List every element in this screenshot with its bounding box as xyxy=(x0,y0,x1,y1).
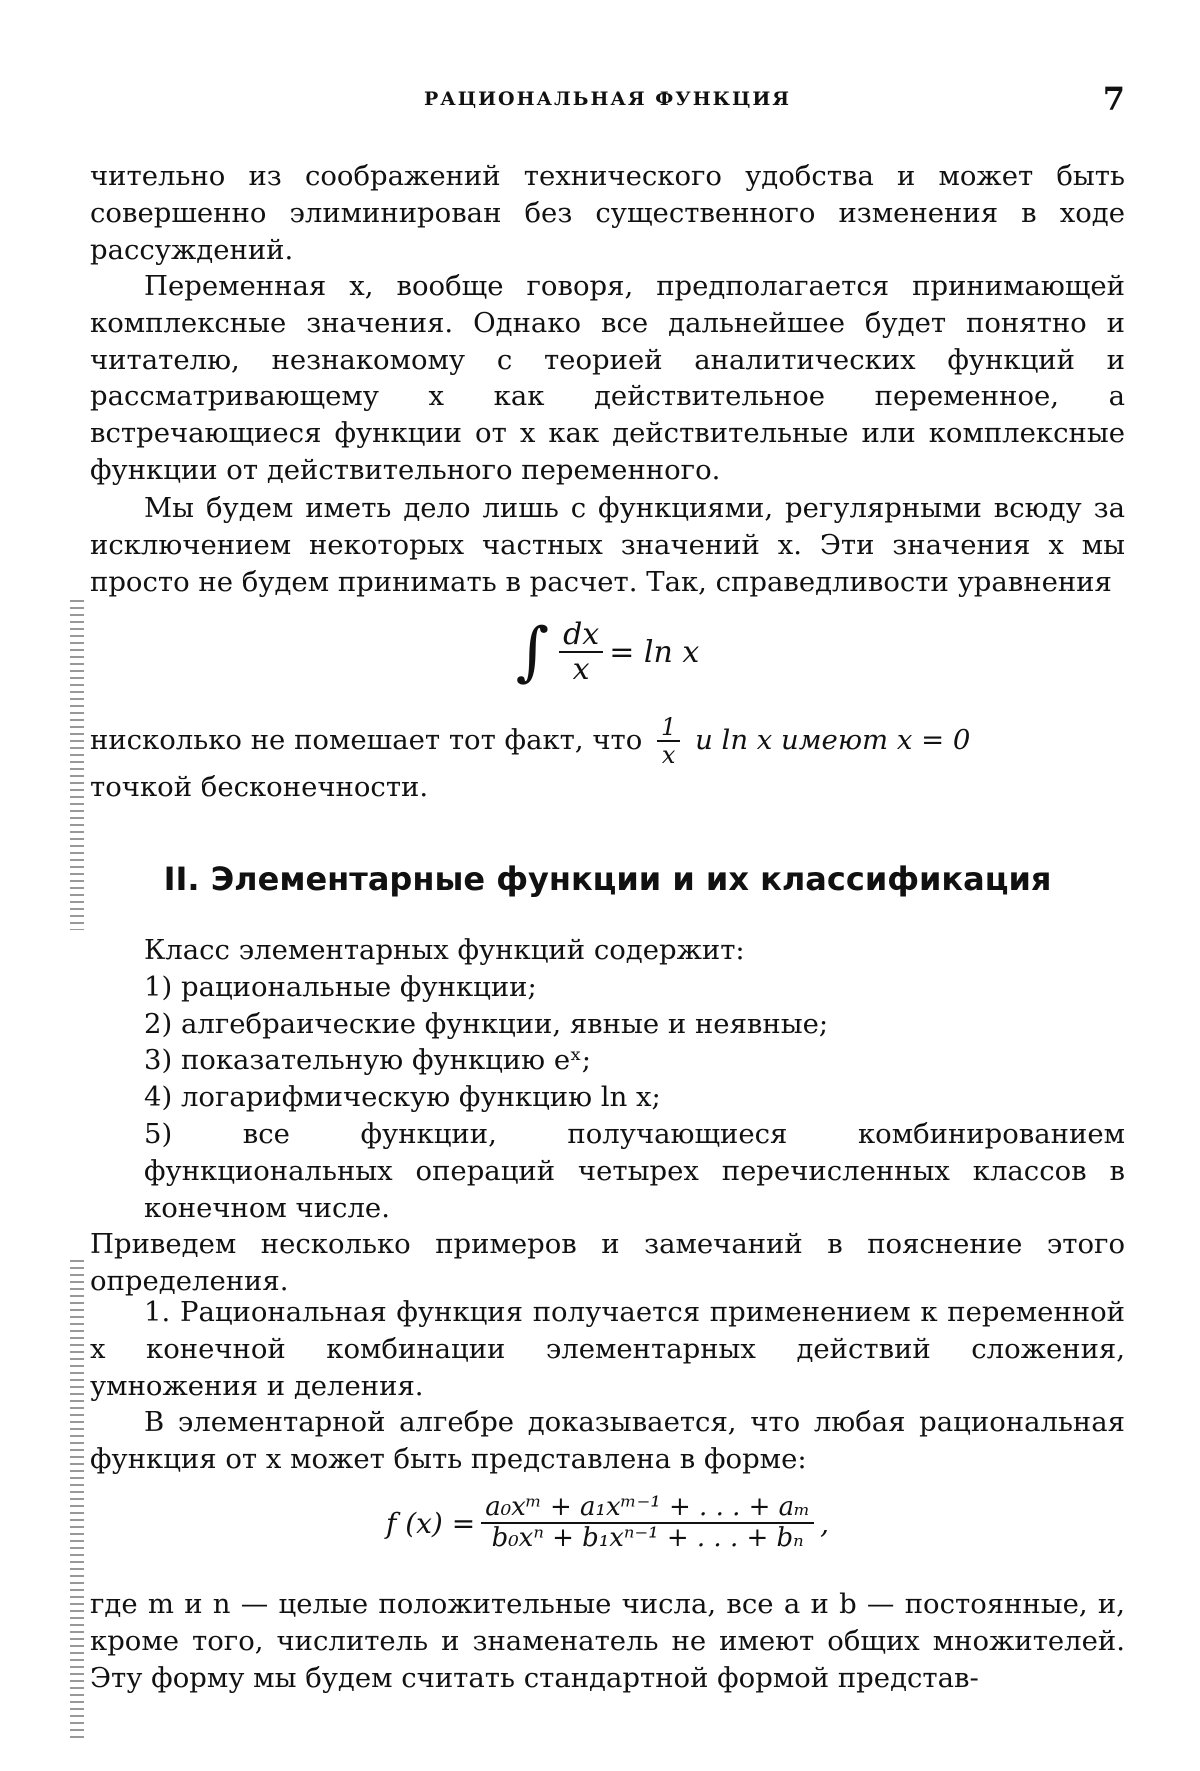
paragraph xyxy=(90,714,1125,769)
fraction-denominator: b₀xⁿ + b₁xⁿ⁻¹ + . . . + bₙ xyxy=(491,1523,804,1553)
page-number: 7 xyxy=(1102,80,1125,118)
paragraph-standard-form xyxy=(90,1586,1125,1696)
integral-formula xyxy=(90,612,1125,692)
fraction-numerator: a₀xᵐ + a₁xᵐ⁻¹ + . . . + aₘ xyxy=(481,1493,814,1524)
text-run: нисколько не помешает тот факт, что xyxy=(90,723,643,756)
running-title: РАЦИОНАЛЬНАЯ ФУНКЦИЯ xyxy=(423,88,792,110)
scan-edge-noise xyxy=(70,1260,84,1740)
paragraph: Приведем несколько примеров и замечаний в пояснение этого определения. xyxy=(90,1228,1125,1298)
list-item: 5) все функции, получающиеся комбинированием функциональных операций четырех перечисленных классов в конечном числе. xyxy=(144,1117,1125,1224)
section-heading: II. Элементарные функции и их классификация xyxy=(163,860,1052,898)
list-item: 4) логарифмическую функцию ln x; xyxy=(144,1081,661,1114)
integral-sign: ∫ xyxy=(515,615,550,689)
paragraph-infinity xyxy=(90,714,1125,806)
formula-rhs: = ln x xyxy=(609,634,700,670)
rational-function-formula xyxy=(90,1478,1125,1568)
formula-trail: , xyxy=(820,1506,830,1540)
fraction-numerator: 1 xyxy=(657,714,680,742)
class-list xyxy=(90,969,1125,1227)
list-item: 2) алгебраические функции, явные и неявные; xyxy=(144,1007,829,1040)
class-intro: Класс элементарных функций содержит: xyxy=(144,934,745,966)
scan-edge-noise xyxy=(70,600,84,930)
fraction-numerator: dx xyxy=(559,618,603,653)
fraction xyxy=(481,1493,814,1552)
paragraph: Переменная x, вообще говоря, предполагается принимающей комплексные значения. Однако все дальнейшее будет понятно и читателю, незнакомому с теорией аналитических функций и рассматривающему x как действительное переменное, а встречающиеся функции от x как действительные или комплексные функции от действительного переменного. xyxy=(90,270,1125,486)
paragraph-continued xyxy=(90,158,1125,268)
list-item: 1) рациональные функции; xyxy=(144,970,537,1003)
class-definition xyxy=(90,932,1125,1300)
fraction xyxy=(559,618,603,686)
list-item: 3) показательную функцию eˣ; xyxy=(144,1044,592,1077)
fraction-denominator: x xyxy=(572,652,590,687)
paragraph-rational-function xyxy=(90,1294,1125,1404)
paragraph-line: точкой бесконечности. xyxy=(90,770,429,803)
paragraph: чительно из соображений технического удобства и может быть совершенно элиминирован без существенного изменения в ходе рассуждений. xyxy=(90,160,1125,266)
formula-lhs: f (x) = xyxy=(385,1506,476,1540)
running-head xyxy=(90,82,1125,122)
paragraph: где m и n — целые положительные числа, все a и b — постоянные, и, кроме того, числитель и знаменатель не имеют общих множителей. Эту форму мы будем считать стандартной формой представ- xyxy=(90,1588,1125,1694)
paragraph-variable-x xyxy=(90,268,1125,489)
paragraph: Мы будем иметь дело лишь с функциями, регулярными всюду за исключением некоторых частных значений x. Эти значения x мы просто не будем принимать в расчет. Так, справедливости уравнения xyxy=(90,492,1125,598)
paragraph-regular-functions xyxy=(90,490,1125,600)
paragraph: В элементарной алгебре доказывается, что любая рациональная функция от x может быть представлена в форме: xyxy=(90,1406,1125,1475)
paragraph-algebra xyxy=(90,1404,1125,1478)
fraction-denominator: x xyxy=(661,741,676,770)
text-run: и ln x имеют x = 0 xyxy=(695,723,971,756)
inline-fraction xyxy=(657,714,680,769)
paragraph: 1. Рациональная функция получается применением к переменной x конечной комбинации элементарных действий сложения, умножения и деления. xyxy=(90,1296,1125,1402)
